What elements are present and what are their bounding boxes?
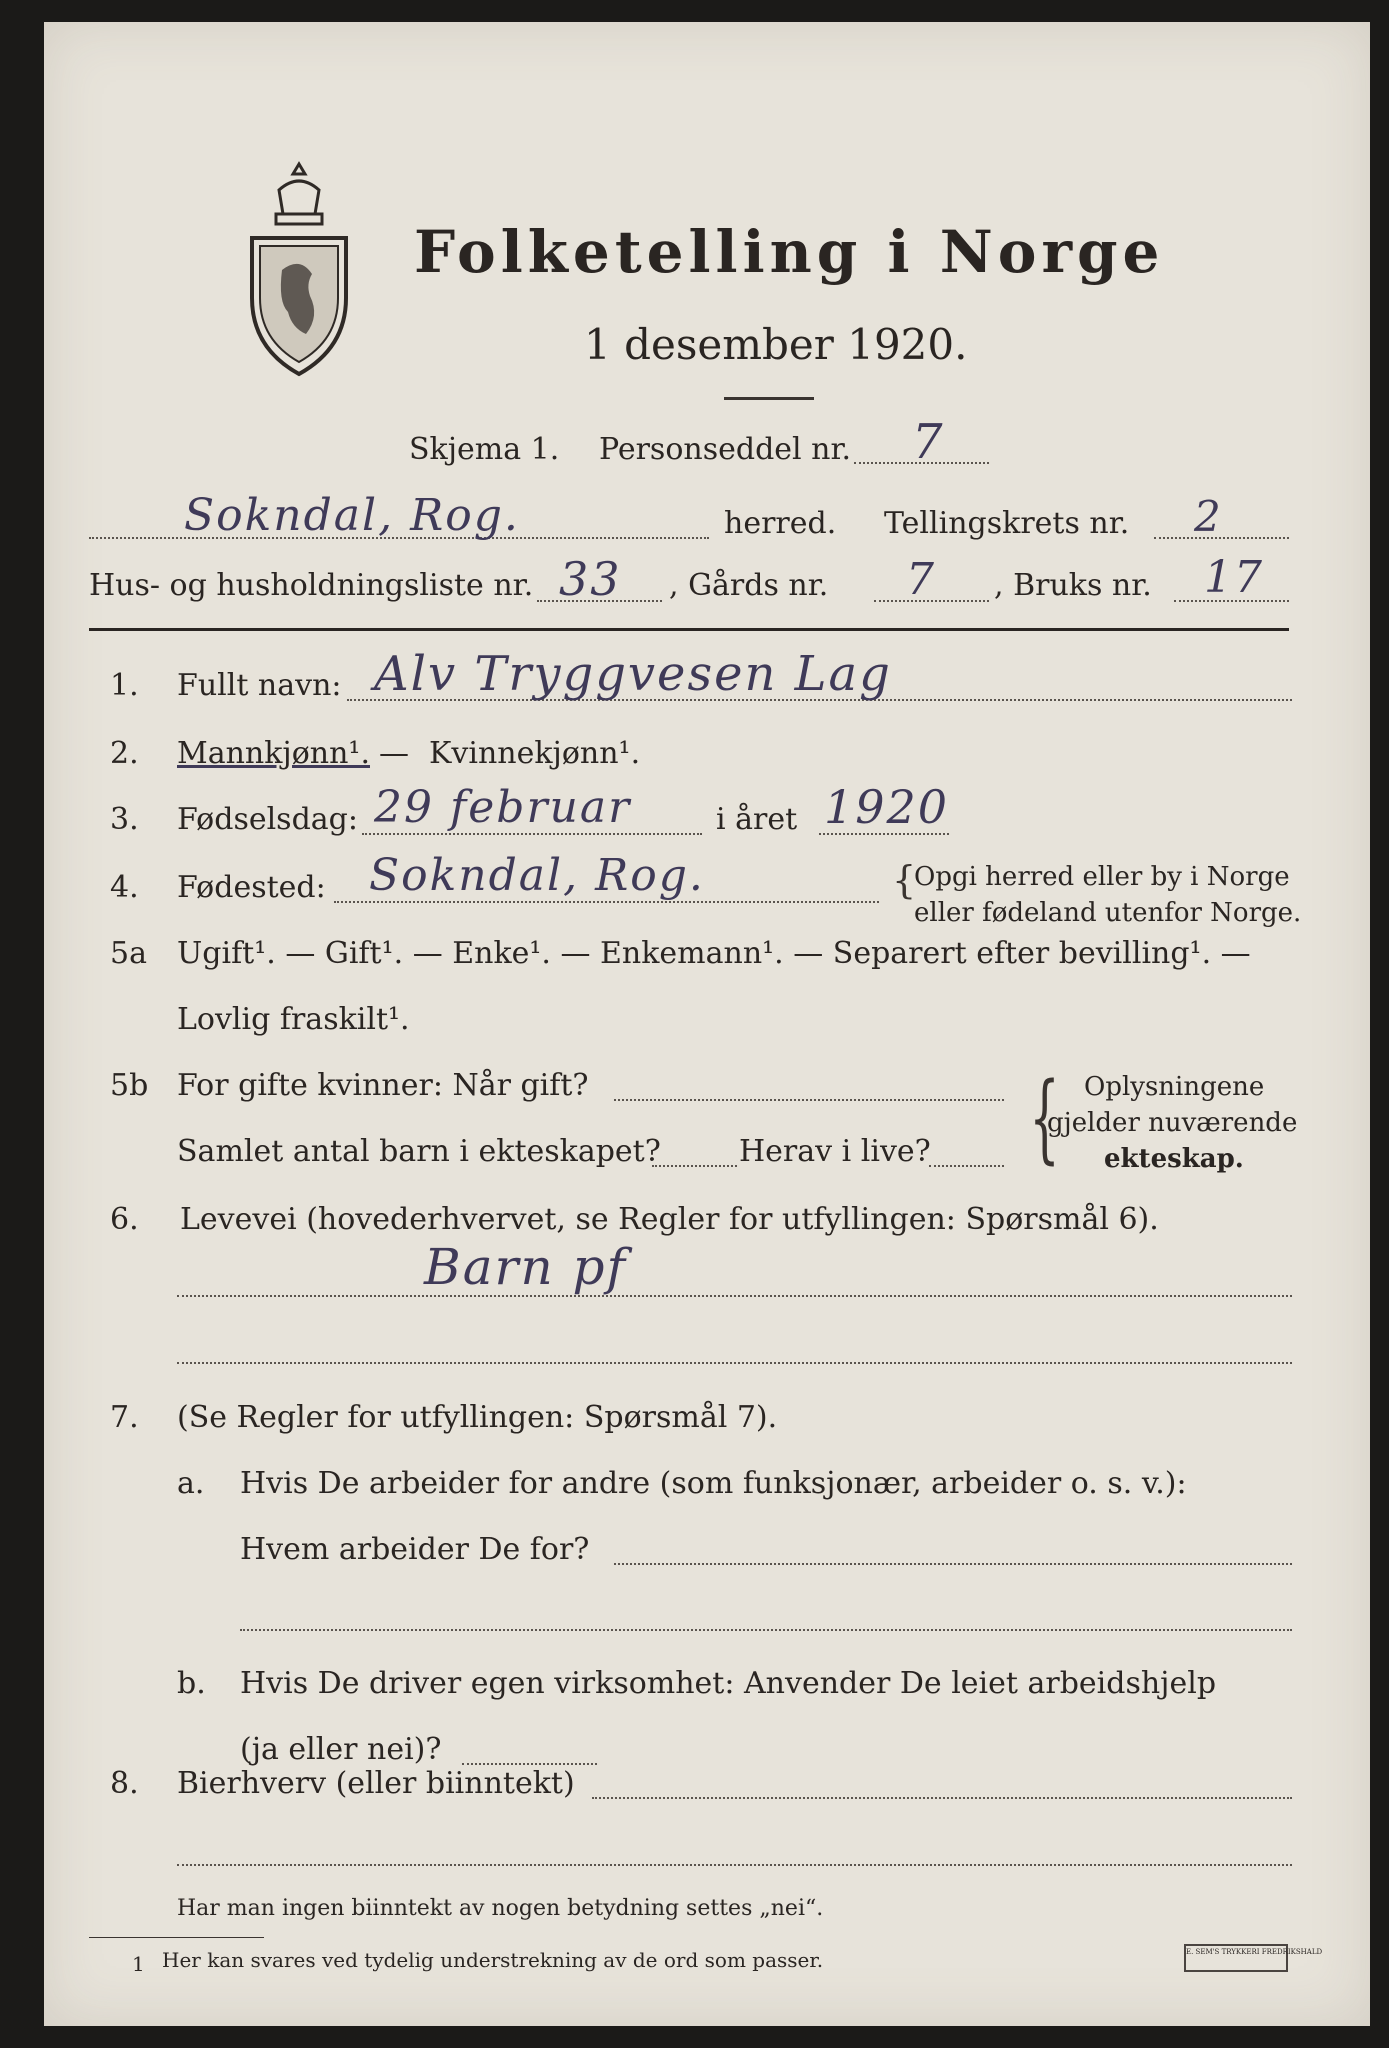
tellingskrets-label: Tellingskrets nr. (884, 506, 1130, 541)
tellingskrets-value[interactable]: 2 (1194, 492, 1223, 541)
footnote-text: Her kan svares ved tydelig understrekning av de ord som passer. (162, 1948, 824, 1972)
bruks-value[interactable]: 17 (1204, 552, 1264, 603)
husholdning-label: Hus- og husholdningsliste nr. (89, 568, 534, 603)
q6-line2 (177, 1362, 1292, 1364)
husholdning-value[interactable]: 33 (559, 552, 622, 606)
q4-brace: { (892, 858, 917, 902)
q4-note-line1: Opgi herred eller by i Norge (914, 862, 1290, 892)
q8-line2 (177, 1864, 1292, 1866)
q5a-number: 5a (110, 936, 147, 971)
q5b-number: 5b (110, 1068, 149, 1103)
q6-label: Levevei (hovederhvervet, se Regler for utfyllingen: Spørsmål 6). (180, 1202, 1159, 1237)
q1-number: 1. (110, 668, 139, 703)
q2-female-option[interactable]: Kvinnekjønn¹. (429, 736, 641, 771)
bruks-label: , Bruks nr. (994, 568, 1152, 603)
title-divider (724, 397, 814, 400)
q3-number: 3. (110, 802, 139, 837)
q5b-note-line1: Oplysningene (1084, 1072, 1265, 1102)
personseddel-value[interactable]: 7 (912, 414, 945, 470)
personseddel-label: Personseddel nr. (599, 432, 852, 467)
printer-stamp-text: E. SEM'S TRYKKERI FREDRIKSHALD (1186, 1948, 1323, 1956)
q3-label: Fødselsdag: (177, 802, 358, 837)
q5b-brace: { (1029, 1062, 1060, 1174)
q7b-line (462, 1763, 597, 1765)
q3-year-label: i året (716, 802, 798, 837)
q6-line1 (177, 1295, 1292, 1297)
q8-label: Bierhverv (eller biinntekt) (177, 1766, 575, 1801)
q5a-options-cont[interactable]: Lovlig fraskilt¹. (177, 1002, 410, 1037)
q7-number: 7. (110, 1400, 139, 1435)
q5b-children-label: Samlet antal barn i ekteskapet? (177, 1134, 661, 1169)
q3-year-value[interactable]: 1920 (824, 780, 950, 834)
q7a-label: Hvis De arbeider for andre (som funksjonær, arbeider o. s. v.): (240, 1466, 1187, 1501)
form-date: 1 desember 1920. (584, 320, 968, 369)
q5b-note-line2: gjelder nuværende (1047, 1108, 1298, 1138)
q2-separator: — (379, 736, 409, 771)
q5a-options[interactable]: Ugift¹. — Gift¹. — Enke¹. — Enkemann¹. — Separert efter bevilling¹. — (177, 936, 1251, 971)
q7-label: (Se Regler for utfyllingen: Spørsmål 7). (177, 1400, 778, 1435)
q8-line1 (592, 1797, 1292, 1799)
q4-number: 4. (110, 870, 139, 905)
q7a-letter: a. (177, 1466, 205, 1501)
q8-number: 8. (110, 1766, 139, 1801)
census-form-sheet (44, 22, 1370, 2026)
q7b-letter: b. (177, 1666, 206, 1701)
q7a-line2 (240, 1629, 1292, 1631)
gards-label: , Gårds nr. (669, 568, 829, 603)
q3-day-line (362, 833, 702, 835)
q2-male-option[interactable]: Mannkjønn¹. (177, 736, 370, 771)
q7b-sub-label: (ja eller nei)? (240, 1732, 442, 1767)
q1-value[interactable]: Alv Tryggvesen Lag (374, 646, 892, 702)
form-title: Folketelling i Norge (414, 218, 1165, 286)
q4-line (334, 901, 879, 903)
herred-label: herred. (724, 506, 837, 541)
footnote-marker: 1 (132, 1952, 145, 1976)
q3-day-value[interactable]: 29 februar (374, 782, 632, 833)
q5b-married-label: For gifte kvinner: Når gift? (177, 1068, 589, 1103)
q6-value[interactable]: Barn pf (424, 1238, 628, 1296)
q7b-label: Hvis De driver egen virksomhet: Anvender De leiet arbeidshjelp (240, 1666, 1217, 1701)
q7a-sub-label: Hvem arbeider De for? (240, 1532, 590, 1567)
q6-number: 6. (110, 1202, 139, 1237)
q5b-alive-label: Herav i live? (739, 1134, 931, 1169)
q1-label: Fullt navn: (177, 668, 342, 703)
footnote-rule (89, 1937, 264, 1938)
gards-value[interactable]: 7 (906, 554, 936, 605)
q4-note-line2: eller fødeland utenfor Norge. (914, 898, 1302, 928)
q5b-married-line (614, 1099, 1004, 1101)
q2-number: 2. (110, 736, 139, 771)
q5b-alive-line (929, 1165, 1004, 1167)
q5b-note-line3: ekteskap. (1104, 1144, 1244, 1174)
q4-label: Fødested: (177, 870, 326, 905)
q5b-children-line (652, 1165, 737, 1167)
printer-stamp (1184, 1944, 1323, 1972)
schema-label: Skjema 1. (409, 432, 560, 467)
q4-value[interactable]: Sokndal, Rog. (369, 850, 705, 901)
herred-value[interactable]: Sokndal, Rog. (184, 490, 520, 541)
header-rule (89, 628, 1289, 631)
q7a-line1 (614, 1563, 1292, 1565)
coat-of-arms-icon (244, 160, 354, 380)
q8-note: Har man ingen biinntekt av nogen betydning settes „nei“. (177, 1896, 824, 1921)
